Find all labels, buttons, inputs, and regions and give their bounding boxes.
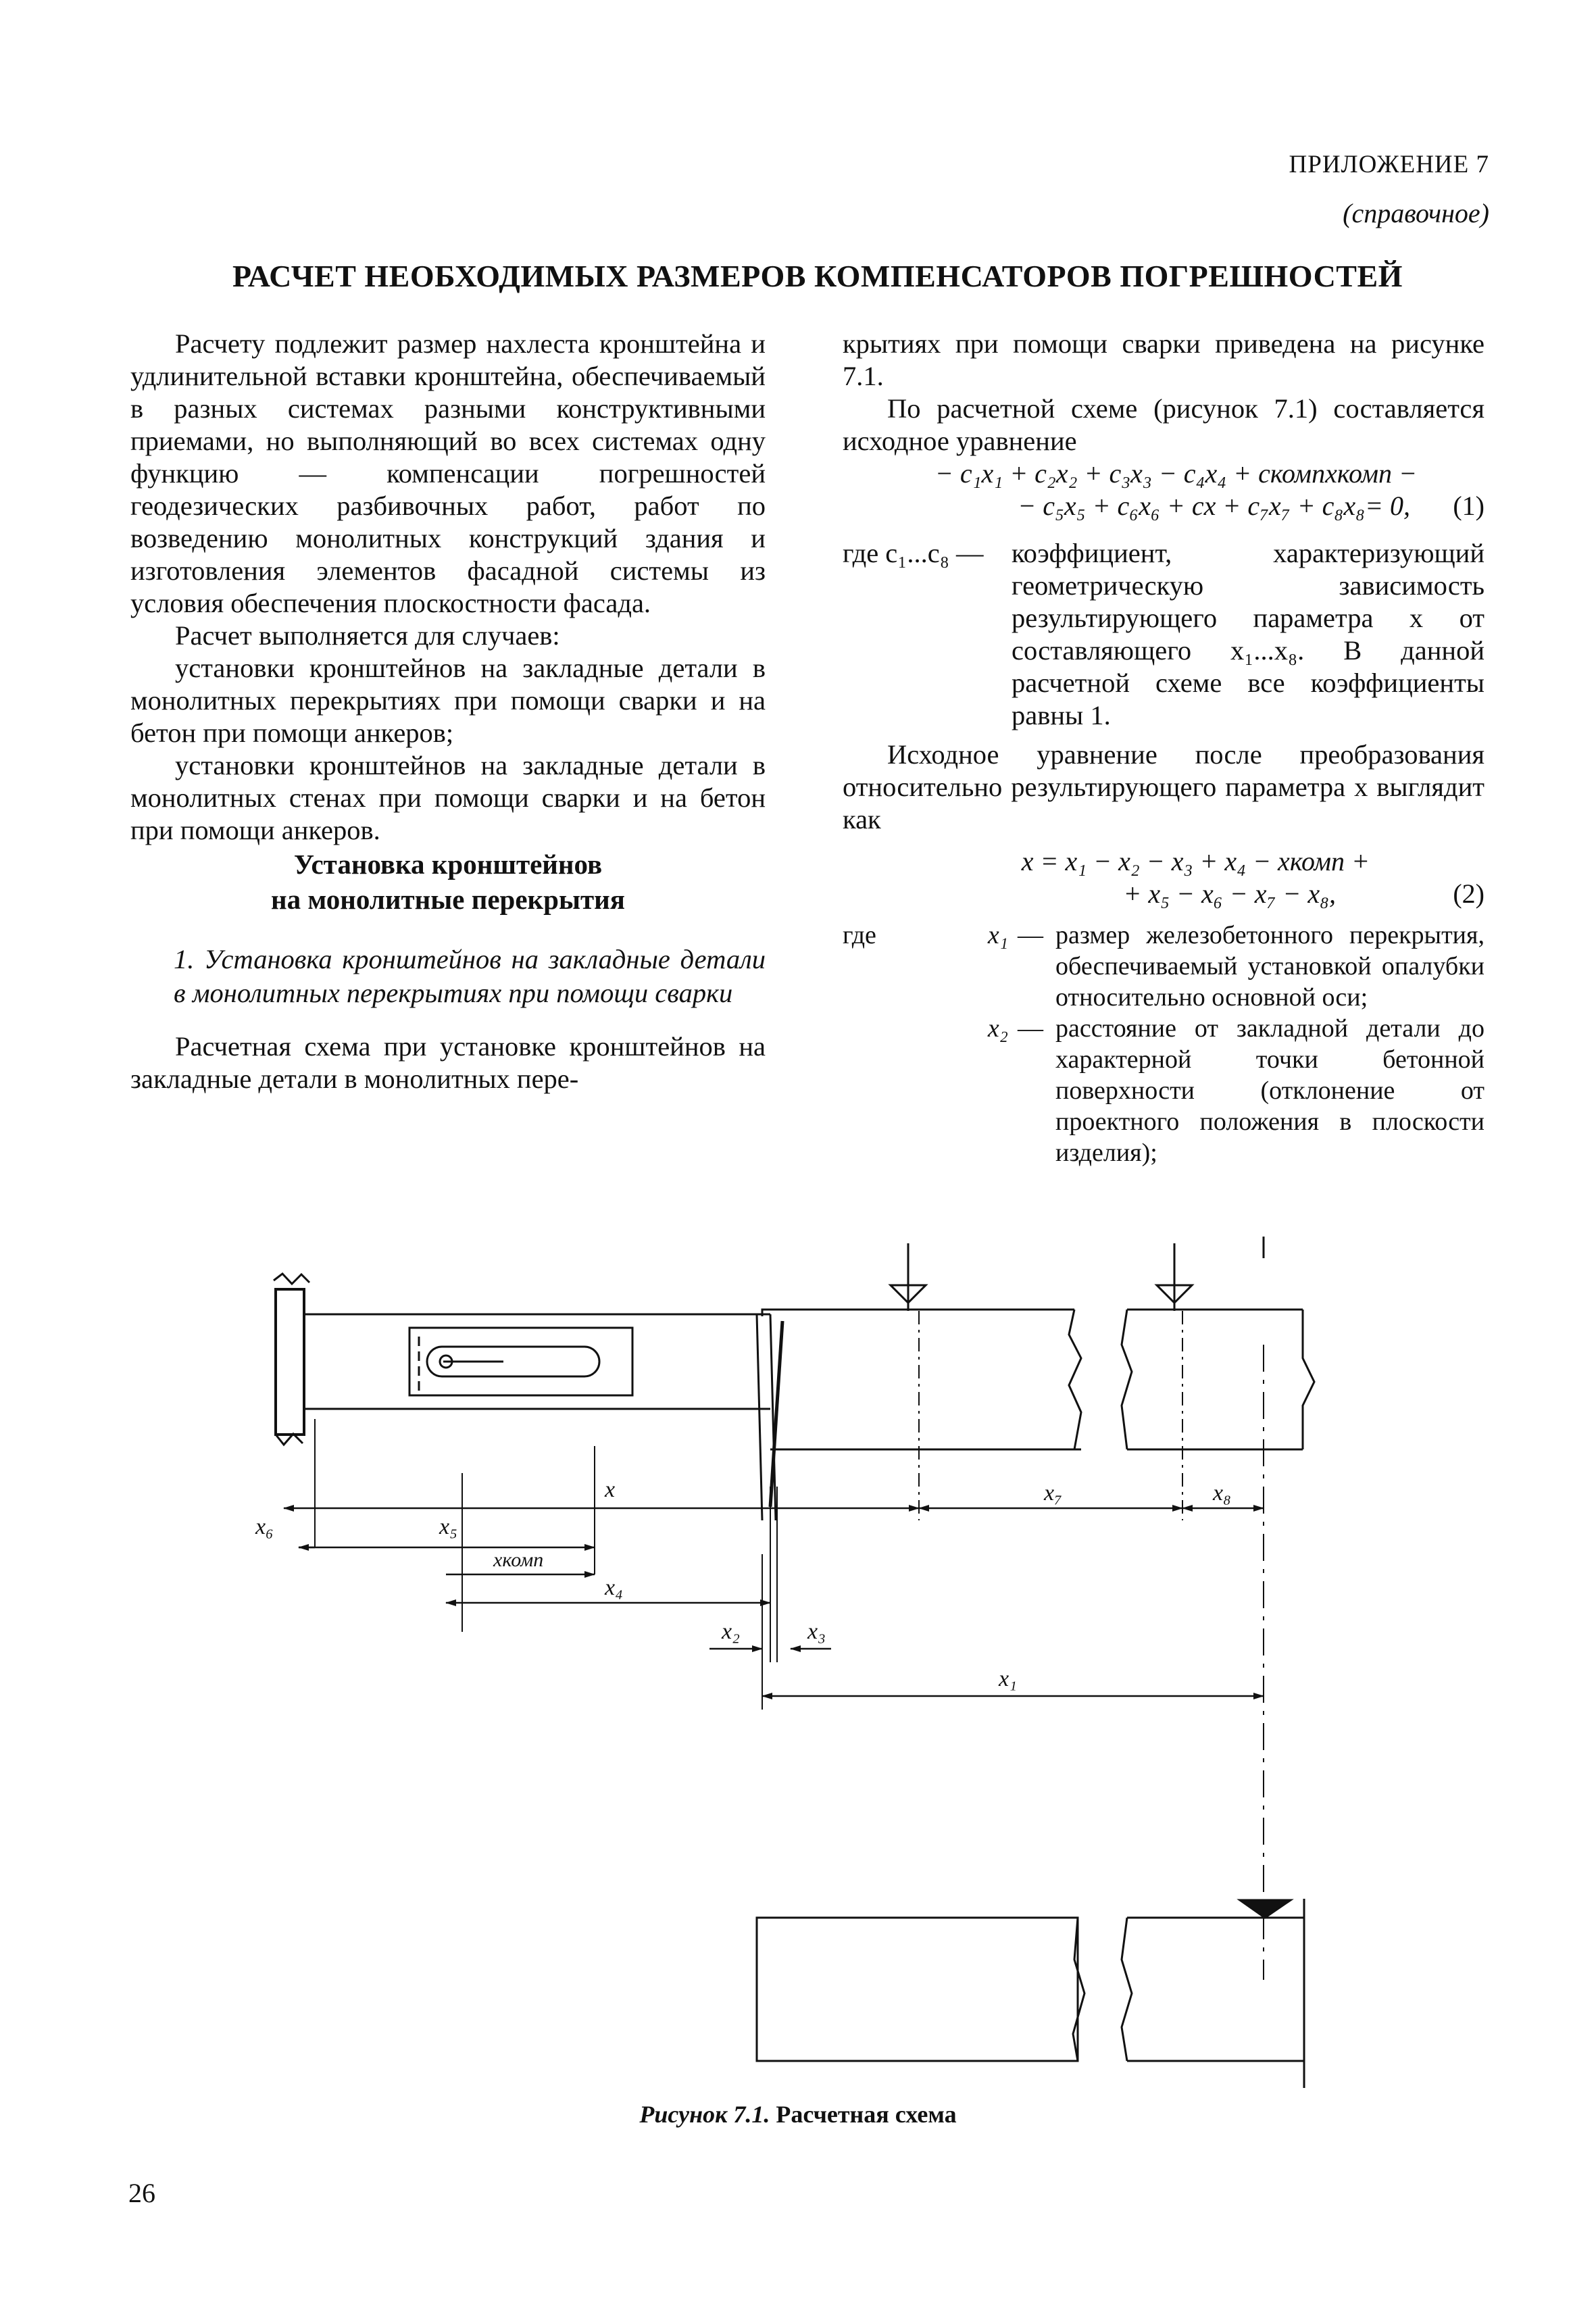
caption-number: Рисунок 7.1. xyxy=(639,2101,770,2128)
where-description: коэффициент, характеризующий геометрическую зависимость результирующего параметра x от составляющего x₁...x₈. В данной расчетной схеме все коэффициенты равны 1. xyxy=(1012,538,1485,730)
appendix-label: ПРИЛОЖЕНИЕ 7 xyxy=(1289,151,1489,178)
dimension-arrows xyxy=(284,1508,1264,1696)
page-number: 26 xyxy=(128,2178,155,2208)
subsection-heading: 1. Установка кронштейнов на закладные детали в монолитных перекрытиях при помощи сварки xyxy=(174,944,766,1008)
paragraph: Расчету подлежит размер нахлеста кронштейна и удлинительной вставки кронштейна, обеспечиваемый в разных системах разными конструктивными приемами, но выполняющий во всех системах одну функцию — компенсации погрешностей геодезических разбивочных работ, работ по возведению монолитных конструкций здания и изготовления элементов фасадной системы из условия обеспечения плоскостности фасада. xyxy=(130,328,766,618)
dim-label-x3: x₃ xyxy=(807,1619,826,1644)
equation-number: (2) xyxy=(1453,878,1485,909)
dim-label-x: x xyxy=(605,1477,616,1502)
where-word: где xyxy=(843,921,876,949)
dim-label-xkomp: xкомп xyxy=(493,1549,544,1571)
page-title: РАСЧЕТ НЕОБХОДИМЫХ РАЗМЕРОВ КОМПЕНСАТОРОВ ПОГРЕШНОСТЕЙ xyxy=(232,259,1403,293)
dim-label-x8: x₈ xyxy=(1213,1480,1231,1505)
paragraph: По расчетной схеме (рисунок 7.1) составляется исходное уравнение xyxy=(843,393,1485,456)
dim-label-x4: x₄ xyxy=(605,1575,623,1600)
dim-label-x2: x₂ xyxy=(722,1619,740,1644)
dim-label-x1: x₁ xyxy=(999,1666,1017,1691)
equation-line: x = x₁ − x₂ − x₃ + x₄ − xкомп + xyxy=(1021,846,1370,876)
lower-floor-slab xyxy=(757,1899,1304,2088)
variable-symbol: x₂ xyxy=(987,1014,1008,1043)
variable-description: расстояние от закладной детали до характерной точки бетонной поверхности (отклонение от проектного положения в плоскости изделия); xyxy=(1055,1014,1485,1167)
variable-row: x₂ — расстояние от закладной детали до характерной точки бетонной поверхности (отклонение от проектного положения в плоскости изделия); xyxy=(843,1013,1485,1168)
variable-row: где x₁ — размер железобетонного перекрытия, обеспечиваемый установкой опалубки относительно основной оси; xyxy=(843,921,1485,1012)
reference-label: (справочное) xyxy=(1343,198,1489,228)
section-heading-line: Установка кронштейнов xyxy=(293,849,603,880)
section-heading-line: на монолитные перекрытия xyxy=(271,884,625,915)
equation-line: + x₅ − x₆ − x₇ − x₈, xyxy=(1123,878,1336,909)
paragraph: крытиях при помощи сварки приведена на рисунке 7.1. xyxy=(843,328,1485,391)
level-marks xyxy=(891,1237,1264,1311)
dim-label-x5: x₅ xyxy=(439,1514,457,1539)
figure-caption xyxy=(0,2100,1596,2129)
floor-slab xyxy=(762,1310,1314,1449)
paragraph: Расчет выполняется для случаев: xyxy=(175,620,560,651)
variable-symbol: x₁ xyxy=(987,921,1008,949)
equation-line: − c₅x₅ + c₆x₆ + cx + c₇x₇ + c₈x₈= 0, xyxy=(1018,491,1410,521)
equation-line: − c₁x₁ + c₂x₂ + c₃x₃ − c₄x₄ + cкомпxкомп − xyxy=(934,458,1417,489)
dim-label-x7: x₇ xyxy=(1044,1480,1062,1505)
dimension-lines xyxy=(315,1311,1264,1980)
paragraph: установки кронштейнов на закладные детали в монолитных стенах при помощи сварки и на бетон при помощи анкеров. xyxy=(130,750,766,845)
embedded-plate xyxy=(274,1274,309,1445)
where-symbol: где c₁...c₈ — xyxy=(843,538,984,568)
equation-number: (1) xyxy=(1453,491,1485,521)
bracket xyxy=(304,1314,770,1409)
paragraph: Расчетная схема при установке кронштейнов на закладные детали в монолитных пере- xyxy=(130,1031,766,1094)
paragraph: Исходное уравнение после преобразования относительно результирующего параметра x выглядит как xyxy=(843,739,1485,835)
paragraph: установки кронштейнов на закладные детали в монолитных перекрытиях при помощи сварки и на бетон при помощи анкеров; xyxy=(130,653,766,748)
variable-description: размер железобетонного перекрытия, обеспечиваемый установкой опалубки относительно основной оси; xyxy=(1055,921,1485,1012)
dim-label-x6: x₆ xyxy=(255,1514,274,1539)
dimension-labels xyxy=(255,1477,1231,1691)
caption-text: Расчетная схема xyxy=(770,2101,957,2128)
